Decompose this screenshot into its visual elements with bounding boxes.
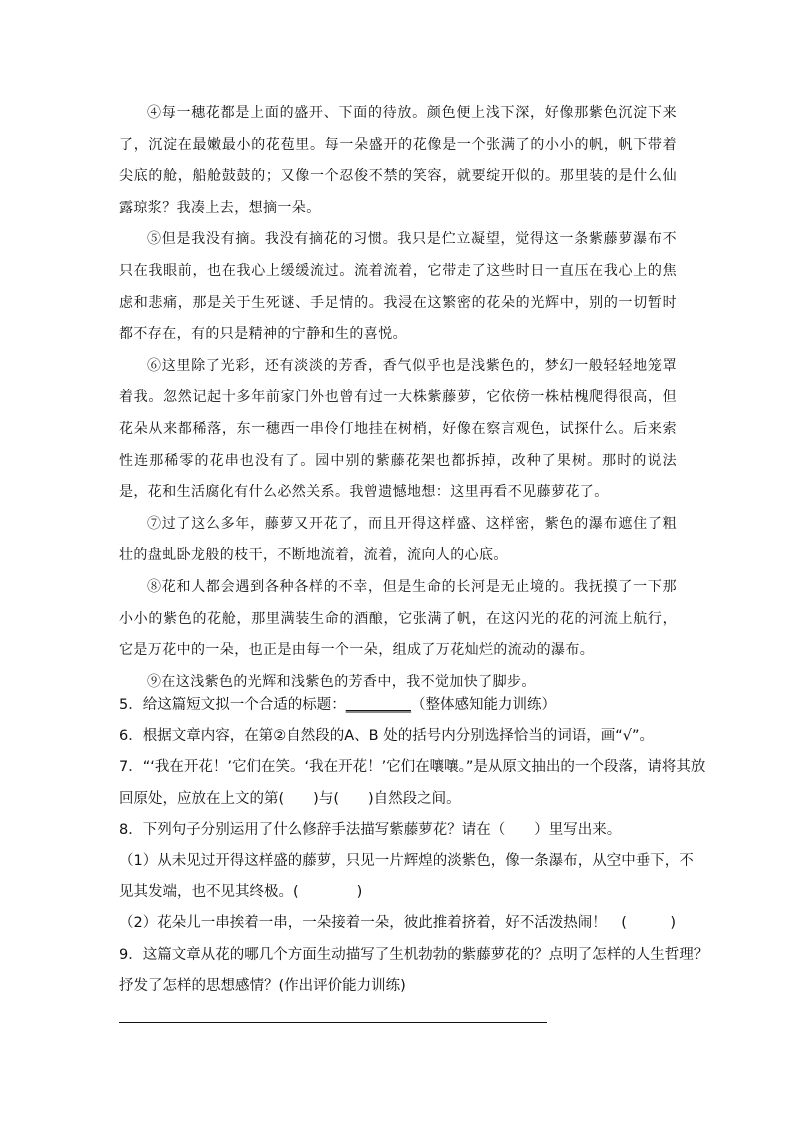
question-5-blank[interactable]: _________ xyxy=(345,697,411,713)
paragraph-9: ⑨在这浅紫色的光辉和浅紫色的芳香中，我不觉加快了脚步。 xyxy=(147,673,536,690)
passage-text xyxy=(119,98,677,698)
question-7-line-2: 回原处，应放在上文的第( )与( )自然段之间。 xyxy=(119,790,461,807)
question-9-line-1: 9．这篇文章从花的哪几个方面生动描写了生机勃勃的紫藤萝花的？点明了怎样的人生哲理？ xyxy=(119,946,709,963)
paragraph-5: ⑤但是我没有摘。我没有摘花的习惯。我只是伫立凝望，觉得这一条紫藤萝瀑布不只在我眼前，也在我心上缓缓流过。流着流着，它带走了这些时日一直压在我心上的焦虑和悲痛，那是关于生死谜、手足情的。我浸在这繁密的花朵的光辉中，别的一切暂时都不存在，有的只是精神的宁静和生的喜悦。 xyxy=(119,231,677,343)
question-5 xyxy=(119,690,681,721)
paragraph-4: ④每一穗花都是上面的盛开、下面的待放。颜色便上浅下深，好像那紫色沉淀下来了，沉淀在最嫩最小的花苞里。每一朵盛开的花像是一个张满了的小小的帆，帆下带着尖底的舱，船舱鼓鼓的；又像一个忍俊不禁的笑容，就要绽开似的。那里装的是什么仙露琼浆？我凑上去，想摘一朵。 xyxy=(119,105,677,216)
question-8-1-line-2: 见其发端，也不见其终极。( ) xyxy=(119,884,363,901)
question-5-suffix: （整体感知能力训练） xyxy=(410,697,556,713)
question-9-line-2: 抒发了怎样的思想感情？(作出评价能力训练) xyxy=(119,977,406,994)
question-8-1-line-1: （1）从未见过开得这样盛的藤萝，只见一片辉煌的淡紫色，像一条瀑布，从空中垂下，不 xyxy=(119,853,694,870)
question-6: 6．根据文章内容，在第②自然段的A、B 处的括号内分别选择恰当的词语，画“√”。 xyxy=(119,728,654,745)
answer-line[interactable] xyxy=(119,1022,547,1023)
paragraph-8: ⑧花和人都会遇到各种各样的不幸，但是生命的长河是无止境的。我抚摸了一下那小小的紫色的花舱，那里满装生命的酒酿，它张满了帆，在这闪光的花的河流上航行，它是万花中的一朵，也正是由每一个一朵，组成了万花灿烂的流动的瀑布。 xyxy=(119,578,677,659)
question-8-2: （2）花朵儿一串挨着一串，一朵接着一朵，彼此推着挤着，好不活泼热闹！ ( ) xyxy=(119,915,677,932)
question-8: 8．下列句子分别运用了什么修辞手法描写紫藤萝花？请在（ ）里写出来。 xyxy=(119,821,622,838)
question-list xyxy=(119,690,709,1002)
paragraph-6: ⑥这里除了光彩，还有淡淡的芳香，香气似乎也是浅紫色的，梦幻一般轻轻地笼罩着我。忽然记起十多年前家门外也曾有过一大株紫藤萝，它依傍一株枯槐爬得很高，但花朵从来都稀落，东一穗西一串伶仃地挂在树梢，好像在察言观色，试探什么。后来索性连那稀零的花串也没有了。园中别的紫藤花架也都拆掉，改种了果树。那时的说法是，花和生活腐化有什么必然关系。我曾遗憾地想：这里再看不见藤萝花了。 xyxy=(119,357,677,501)
question-5-prefix: 5．给这篇短文拟一个合适的标题： xyxy=(119,697,346,713)
paragraph-7: ⑦过了这么多年，藤萝又开花了，而且开得这样盛、这样密，紫色的瀑布遮住了粗壮的盘虬卧龙般的枝干，不断地流着，流着，流向人的心底。 xyxy=(119,515,677,564)
question-7-line-1: 7．“‘我在开花！’它们在笑。‘我在开花！’它们在嚷嚷。”是从原文抽出的一个段落，请将其放 xyxy=(119,759,706,776)
